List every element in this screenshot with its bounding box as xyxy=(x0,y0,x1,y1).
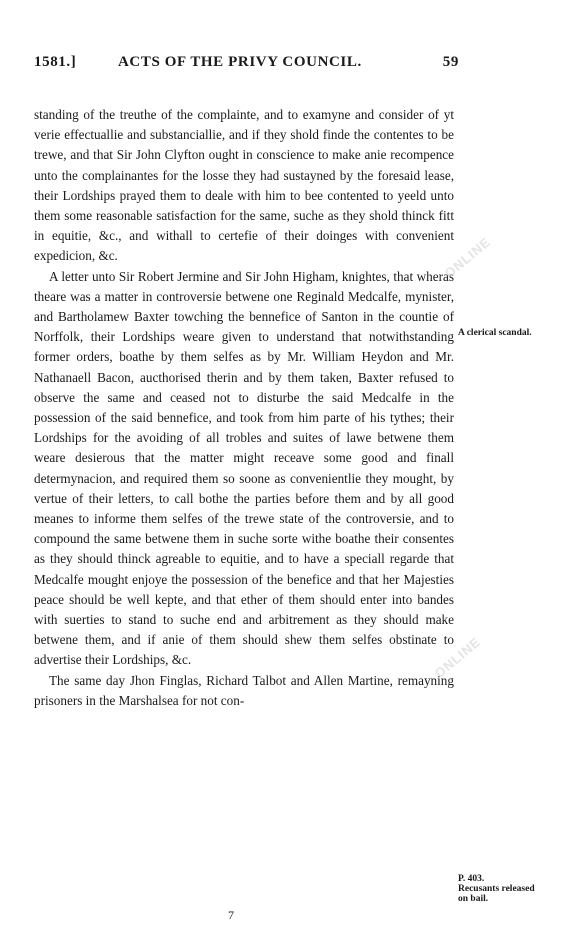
running-head xyxy=(34,54,459,76)
page-number: 59 xyxy=(442,54,459,70)
margin-note-text: Recusants released on bail. xyxy=(458,884,535,904)
running-head-title: ACTS OF THE PRIVY COUNCIL. xyxy=(118,54,362,70)
watermark: ONLINE xyxy=(431,634,484,681)
watermark: ONLINE xyxy=(441,234,494,281)
margin-note-clerical-scandal xyxy=(458,328,538,338)
running-head-year: 1581.] xyxy=(34,54,77,70)
margin-note-page-ref: P. 403. xyxy=(458,874,485,884)
body-text xyxy=(34,105,454,711)
paragraph-finglas-talbot-martine: The same day Jhon Finglas, Richard Talbot and Allen Martine, remayning prisoners in the Marshalsea for not con- xyxy=(34,672,454,708)
signature-mark: 7 xyxy=(228,908,234,922)
paragraph-letter-jermine-higham: A letter unto Sir Robert Jermine and Sir John Higham, knightes, that wheras theare was a matter in controversie betwene one Reginald Medcalfe, mynister, and Bartholamew Baxter towching the bennefice of Santon in the countie of Norffolk, their Lordships weare given to understand that notwithstanding former orders, boathe by them selfes as by Mr. William Heydon and Mr. Nathanaell Bacon, aucthorised therin and by them taken, Baxter refused to observe the same and ceased not to disturbe the said Medcalfe in the possession of the said bennefice, and took from him parte of his tythes; their Lordships for the avoiding of all trobles and suites of lawe betwene them weare desierous that the matter might receave some good and finall determynacion, and required them so soone as convenientlie they mought, by vertue of their letters, to call bothe the parties before them and by all good meanes to informe them selfes of the trewe state of the controversie, and to compound the same betwene them in suche sorte withe boathe their consentes as they should thinck agreable to equitie, and to have a speciall regarde that Medcalfe mought enjoye the possession of the benefice and that her Majesties peace should be well kepte, and that ether of them should enter into bandes with suerties to stand to suche end and arbitrement as they should make betwene them, and if anie of them should shew them selfes obstinate to advertise their Lordships, &c. xyxy=(34,268,454,668)
margin-note-text: A clerical scandal. xyxy=(458,328,532,338)
paragraph-continuation: standing of the treuthe of the complainte, and to examyne and consider of yt verie effectuallie and substanciallie, and if they shold finde the contentes to be trewe, and that Sir John Clyfton ought in conscience to make anie recompence unto the complainantes for the losse they had sustayned by the foresaid lease, their Lordships prayed them to deale with him to bee contented to yeeld unto them some reasonable satisfaction for the same, suche as they shold thinck fitt in equitie, &c., and withall to certefie of their doinges with convenient expedicion, &c. xyxy=(34,107,454,264)
margin-note-recusants xyxy=(458,874,538,904)
